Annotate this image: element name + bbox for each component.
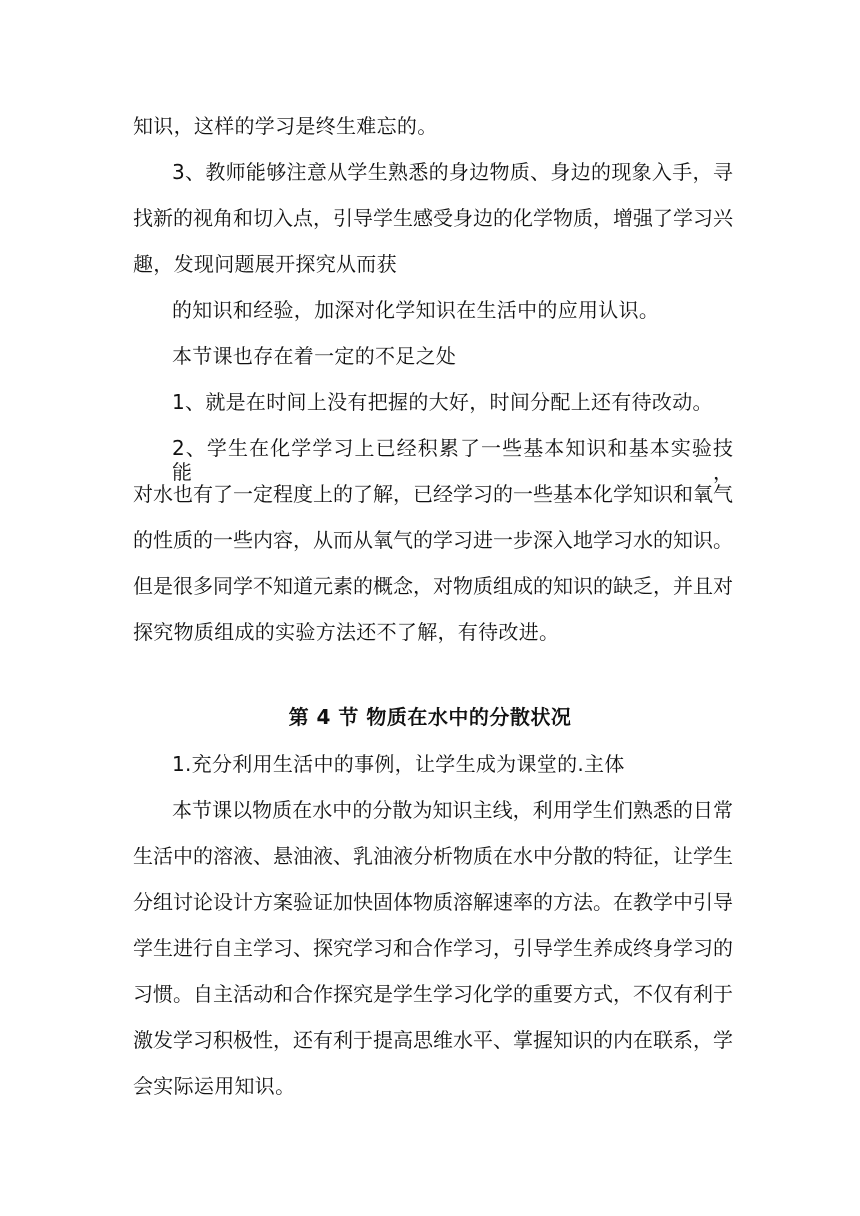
paragraph-line: 1、就是在时间上没有把握的大好，时间分配上还有待改动。 xyxy=(172,390,713,414)
paragraph-line: 激发学习积极性，还有利于提高思维水平、掌握知识的内在联系，学 xyxy=(133,1028,733,1052)
paragraph-line: 趣，发现问题展开探究从而获 xyxy=(133,252,397,276)
paragraph-line: 对水也有了一定程度上的了解，已经学习的一些基本化学知识和氧气 xyxy=(133,482,733,506)
paragraph-line: 生活中的溶液、悬油液、乳油液分析物质在水中分散的特征，让学生 xyxy=(133,844,733,868)
paragraph-line: 探究物质组成的实验方法还不了解，有待改进。 xyxy=(133,620,560,644)
paragraph-line: 本节课以物质在水中的分散为知识主线，利用学生们熟悉的日常 xyxy=(172,798,733,822)
paragraph-line: 分组讨论设计方案验证加快固体物质溶解速率的方法。在教学中引导 xyxy=(133,890,733,914)
paragraph-line: 的知识和经验，加深对化学知识在生活中的应用认识。 xyxy=(172,298,660,322)
paragraph-line: 本节课也存在着一定的不足之处 xyxy=(172,344,457,368)
paragraph-line: 习惯。自主活动和合作探究是学生学习化学的重要方式，不仅有利于 xyxy=(133,982,733,1006)
paragraph-line: 的性质的一些内容，从而从氧气的学习进一步深入地学习水的知识。 xyxy=(133,528,733,552)
paragraph-line: 知识，这样的学习是终生难忘的。 xyxy=(133,114,438,138)
paragraph-line: 1.充分利用生活中的事例，让学生成为课堂的.主体 xyxy=(172,752,625,776)
paragraph-line: 学生进行自主学习、探究学习和合作学习，引导学生养成终身学习的 xyxy=(133,936,733,960)
paragraph-line: 找新的视角和切入点，引导学生感受身边的化学物质，增强了学习兴 xyxy=(133,206,733,230)
paragraph-line: 会实际运用知识。 xyxy=(133,1074,296,1098)
section-title: 第 4 节 物质在水中的分散状况 xyxy=(288,705,572,729)
paragraph-line: 3、教师能够注意从学生熟悉的身边物质、身边的现象入手，寻 xyxy=(172,160,734,184)
paragraph-line: 2、学生在化学学习上已经积累了一些基本知识和基本实验技能， xyxy=(172,436,733,484)
paragraph-line: 但是很多同学不知道元素的概念，对物质组成的知识的缺乏，并且对 xyxy=(133,574,733,598)
